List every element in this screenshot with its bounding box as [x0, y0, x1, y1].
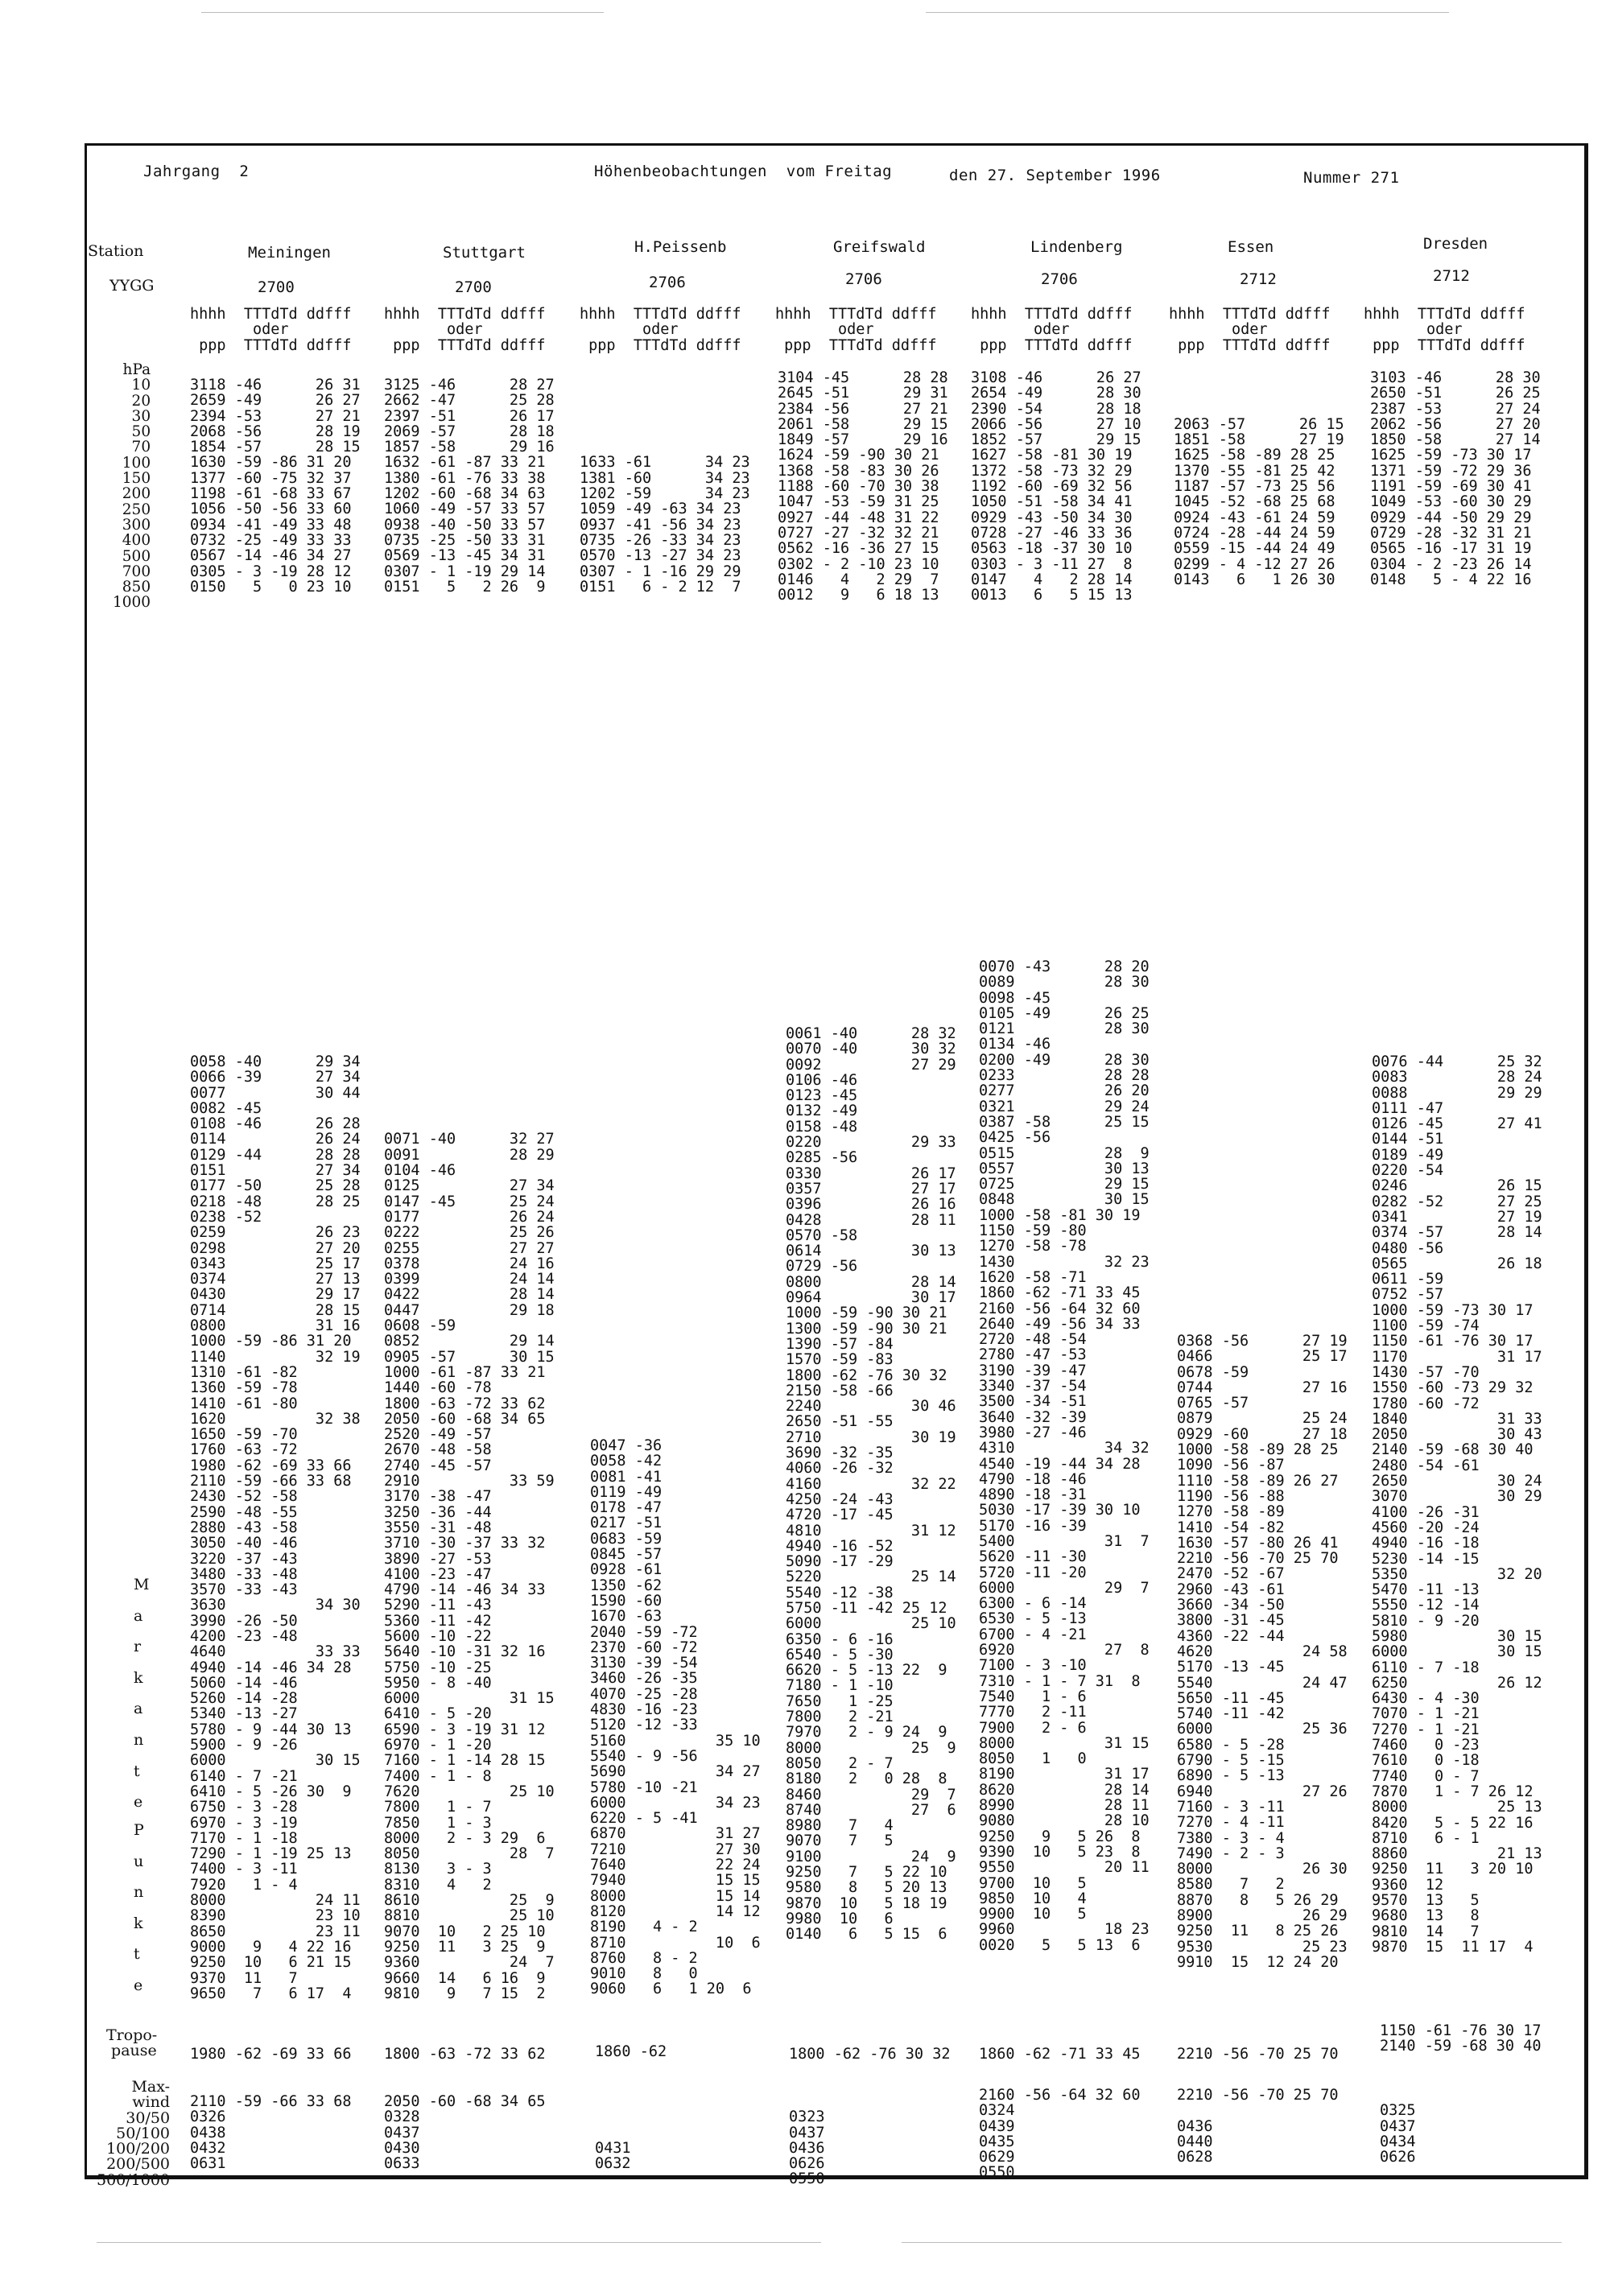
station-yygg: 2706: [845, 270, 882, 288]
maxwind-values: 2160 -56 -64 32 60 0324 0439 0435 0629 0550: [979, 2087, 1141, 2182]
standard-levels: 3118 -46 26 31 2659 -49 26 27 2394 -53 27 21 2068 -56 28 19 1854 -57 28 15 1630 -59 -86 31 20 1377 -60 -75 32 37 1198 -61 -68 33 67 1056 -50 -56 33 60 0934 -41 -49 33 48 0732 -25 -49 33 33 0567 -14 -46 34 27 0305 - 3 -19 28 12 0150 5 0 23 10: [190, 377, 361, 596]
standard-levels: 3108 -46 26 27 2654 -49 28 30 2390 -54 28 18 2066 -56 27 10 1852 -57 29 15 1627 -58 -81 30 19 1372 -58 -73 32 29 1192 -60 -69 32 56 1050 -51 -58 34 41 0929 -43 -50 34 30 0728 -27 -46 33 36 0563 -18 -37 30 10 0303 - 3 -11 27 8 0147 4 2 28 14 0013 6 5 15 13: [971, 369, 1141, 604]
column-header: hhhh TTTdTd ddfff oder ppp TTTdTd ddfff: [1169, 306, 1331, 354]
station-name: Meiningen: [248, 244, 331, 262]
tropopause-values: 1980 -62 -69 33 66: [190, 2046, 352, 2063]
column-header: hhhh TTTdTd ddfff oder ppp TTTdTd ddfff: [190, 306, 352, 354]
top-rule: [201, 12, 604, 13]
tropopause-values: 1800 -63 -72 33 62: [384, 2046, 546, 2063]
bottom-rule: [97, 2242, 821, 2243]
tropopause-values: 1860 -62: [595, 2043, 667, 2060]
maxwind-values: 0325 0437 0434 0626: [1380, 2102, 1416, 2166]
tropopause-values: 1860 -62 -71 33 45: [979, 2046, 1141, 2063]
tropopause-label: Tropo- pause: [106, 2026, 158, 2060]
markante-label: M a r k a n t e: [134, 1576, 150, 1812]
bulletin-title: Höhenbeobachtungen vom Freitag: [594, 163, 893, 180]
maxwind-values: 2050 -60 -68 34 65 0328 0437 0430 0633: [384, 2093, 546, 2173]
tropopause-values: 1150 -61 -76 30 17 2140 -59 -68 30 40: [1380, 2022, 1542, 2055]
maxwind-values: 0431 0632: [595, 2139, 631, 2173]
significant-points: 0058 -40 29 34 0066 -39 27 34 0077 30 44 0082 -45 0108 -46 26 28 0114 26 24 0129 -44 28 28 0151 27 34 0177 -50 25 28 0218 -48 28 25 0238 -52 0259 26 23 0298 27 20 0343 25 17 0374 27 13 0430 29 17 0714 28 15 0800 31 16 1000 -59 -86 31 20 1140 32 19 1310 -61 -82 1360 -59 -78 1410 -61 -80 1620 32 38 1650 -59 -70 1760 -63 -72 1980 -62 -69 33 66 2110 -59 -66 33 68 2430 -52 -58 2590 -48 -55 2880 -43 -58 3050 -40 -46 3220 -37 -43 3480 -33 -48 3570 -33 -43 3630 34 30 3990 -26 -50 4200 -23 -48 4640 33 33 4940 -14 -46 34 28 5060 -14 -46 5260 -14 -28 5340 -13 -27 5780 - 9 -44 30 13 5900 - 9 -26 6000 30 15 6140 - 7 -21 6410 - 5 -26 30 9 6750 - 3 -28 6970 - 3 -19 7170 - 1 -18 7290 - 1 -19 25 13 7400 - 3 -11 7920 1 - 4 8000 24 11 8390 23 10 8650 23 11 9000 9 4 22 16 9250 10 6 21 15 9370 11 7 9650 7 6 17 4: [190, 1053, 361, 2002]
station-yygg: 2700: [455, 278, 492, 296]
column-header: hhhh TTTdTd ddfff oder ppp TTTdTd ddfff: [580, 306, 741, 354]
bulletin-date: den 27. September 1996: [949, 167, 1161, 184]
significant-points: 0368 -56 27 19 0466 25 17 0678 -59 0744 27 16 0765 -57 0879 25 24 0929 -60 27 18 1000 -58 -89 28 25 1090 -56 -87 1110 -58 -89 26 27 1190 -56 -88 1270 -58 -89 1410 -54 -82 1630 -57 -80 26 41 2210 -56 -70 25 70 2470 -52 -67 2960 -43 -61 3660 -34 -50 3800 -31 -45 4360 -22 -44 4620 24 58 5170 -13 -45 5540 24 47 5650 -11 -45 5740 -11 -42 6000 25 36 6580 - 5 -28 6790 - 5 -15 6890 - 5 -13 6940 27 26 7160 - 3 -11 7270 - 4 -11 7380 - 3 - 4 7490 - 2 - 3 8000 26 30 8580 7 2 8870 8 5 26 29 8900 26 29 9250 11 8 25 26 9530 25 23 9910 15 12 24 20: [1177, 1333, 1348, 1971]
column-header: hhhh TTTdTd ddfff oder ppp TTTdTd ddfff: [775, 306, 937, 354]
significant-points: 0061 -40 28 32 0070 -40 30 32 0092 27 29 0106 -46 0123 -45 0132 -49 0158 -48 0220 29 33 0285 -56 0330 26 17 0357 27 17 0396 26 16 0428 28 11 0570 -58 0614 30 13 0729 -56 0800 28 14 0964 30 17 1000 -59 -90 30 21 1300 -59 -90 30 21 1390 -57 -84 1570 -59 -83 1800 -62 -76 30 32 2150 -58 -66 2240 30 46 2650 -51 -55 2710 30 19 3690 -32 -35 4060 -26 -32 4160 32 22 4250 -24 -43 4720 -17 -45 4810 31 12 4940 -16 -52 5090 -17 -29 5220 25 14 5540 -12 -38 5750 -11 -42 25 12 6000 25 10 6350 - 6 -16 6540 - 5 -30 6620 - 5 -13 22 9 7180 - 1 -10 7650 1 -25 7800 2 -21 7970 2 - 9 24 9 8000 25 9 8050 2 - 7 8180 2 0 28 8 8460 29 7 8740 27 6 8980 7 4 9070 7 5 9100 24 9 9250 7 5 22 10 9580 8 5 20 13 9870 10 5 18 19 9980 10 6 0140 6 5 15 6: [786, 1025, 956, 1944]
standard-levels: 3125 -46 28 27 2662 -47 25 28 2397 -51 26 17 2069 -57 28 18 1857 -58 29 16 1632 -61 -87 33 21 1380 -61 -76 33 38 1202 -60 -68 34 63 1060 -49 -57 33 57 0938 -40 -50 33 57 0735 -25 -50 33 31 0569 -13 -45 34 31 0307 - 1 -19 29 14 0151 5 2 26 9: [384, 377, 555, 596]
station-yygg: 2706: [649, 274, 686, 291]
column-header: hhhh TTTdTd ddfff oder ppp TTTdTd ddfff: [1364, 306, 1525, 354]
station-name: H.Peissenb: [634, 238, 727, 256]
jahrgang: Jahrgang 2: [143, 163, 250, 180]
station-yygg: 2706: [1041, 270, 1078, 288]
significant-points: 0076 -44 25 32 0083 28 24 0088 29 29 0111 -47 0126 -45 27 41 0144 -51 0189 -49 0220 -54 0246 26 15 0282 -52 27 25 0341 27 19 0374 -57 28 14 0480 -56 0565 26 18 0611 -59 0752 -57 1000 -59 -73 30 17 1100 -59 -74 1150 -61 -76 30 17 1170 31 17 1430 -57 -70 1550 -60 -73 29 32 1780 -60 -72 1840 31 33 2050 30 43 2140 -59 -68 30 40 2480 -54 -61 2650 30 24 3070 30 29 4100 -26 -31 4560 -20 -24 4940 -16 -18 5230 -14 -15 5350 32 20 5470 -11 -13 5550 -12 -14 5810 - 9 -20 5980 30 15 6000 30 15 6110 - 7 -18 6250 26 12 6430 - 4 -30 7070 - 1 -21 7270 - 1 -21 7460 0 -23 7610 0 -18 7740 0 - 7 7870 1 - 7 26 12 8000 25 13 8420 5 - 5 22 16 8710 6 - 1 8860 21 13 9250 11 3 20 10 9360 12 9570 13 5 9680 13 8 9810 14 7 9870 15 11 17 4: [1372, 1053, 1542, 1956]
standard-levels: 1633 -61 34 23 1381 -60 34 23 1202 -59 34 23 1059 -49 -63 34 23 0937 -41 -56 34 23 0735 -26 -33 34 23 0570 -13 -27 34 23 0307 - 1 -16 29 29 0151 6 - 2 12 7: [580, 454, 750, 596]
station-yygg: 2712: [1240, 270, 1277, 288]
significant-points: 0047 -36 0058 -42 0081 -41 0119 -49 0178 -47 0217 -51 0683 -59 0845 -57 0928 -61 1350 -62 1590 -60 1670 -63 2040 -59 -72 2370 -60 -72 3130 -39 -54 3460 -26 -35 4070 -25 -28 4830 -16 -23 5120 -12 -33 5160 35 10 5540 - 9 -56 5690 34 27 5780 -10 -21 6000 34 23 6220 - 5 -41 6870 31 27 7210 27 30 7640 22 24 7940 15 15 8000 15 14 8120 14 12 8190 4 - 2 8710 10 6 8760 8 - 2 9010 8 0 9060 6 1 20 6: [590, 1437, 761, 1998]
station-name: Lindenberg: [1030, 238, 1123, 256]
punkte-label: P u n k t e: [134, 1821, 144, 1994]
pressure-levels: hPa 10 20 30 50 70 100 150 200 250 300 400 500 700 850 1000: [113, 361, 151, 612]
significant-points: 0071 -40 32 27 0091 28 29 0104 -46 0125 27 34 0147 -45 25 24 0177 26 24 0222 25 26 0255 27 27 0378 24 16 0399 24 14 0422 28 14 0447 29 18 0608 -59 0852 29 14 0905 -57 30 15 1000 -61 -87 33 21 1440 -60 -78 1800 -63 -72 33 62 2050 -60 -68 34 65 2520 -49 -57 2670 -48 -58 2740 -45 -57 2910 33 59 3170 -38 -47 3250 -36 -44 3550 -31 -48 3710 -30 -37 33 32 3890 -27 -53 4100 -23 -47 4790 -14 -46 34 33 5290 -11 -43 5360 -11 -42 5600 -10 -22 5640 -10 -31 32 16 5750 -10 -25 5950 - 8 -40 6000 31 15 6410 - 5 -20 6590 - 3 -19 31 12 6970 - 1 -20 7160 - 1 -14 28 15 7400 - 1 - 8 7620 25 10 7800 1 - 7 7850 1 - 3 8000 2 - 3 29 6 8050 28 7 8130 3 - 3 8310 4 2 8610 25 9 8810 25 10 9070 10 2 25 10 9250 11 3 25 9 9360 24 7 9660 14 6 16 9 9810 9 7 15 2: [384, 1131, 555, 2002]
station-name: Stuttgart: [443, 244, 526, 262]
maxwind-values: 2110 -59 -66 33 68 0326 0438 0432 0631: [190, 2093, 352, 2173]
bottom-rule: [902, 2242, 1562, 2243]
yygg-label: YYGG: [109, 277, 155, 295]
maxwind-values: 0323 0437 0436 0626 0550: [789, 2108, 825, 2188]
maxwind-values: 2210 -56 -70 25 70 0436 0440 0628: [1177, 2087, 1339, 2166]
issue-number: Nummer 271: [1303, 169, 1400, 187]
significant-points: 0070 -43 28 20 0089 28 30 0098 -45 0105 -49 26 25 0121 28 30 0134 -46 0200 -49 28 30 0233 28 28 0277 26 20 0321 29 24 0387 -58 25 15 0425 -56 0515 28 9 0557 30 13 0725 29 15 0848 30 15 1000 -58 -81 30 19 1150 -59 -80 1270 -58 -78 1430 32 23 1620 -58 -71 1860 -62 -71 33 45 2160 -56 -64 32 60 2640 -49 -56 34 33 2720 -48 -54 2780 -47 -53 3190 -39 -47 3340 -37 -54 3500 -34 -51 3640 -32 -39 3980 -27 -46 4310 34 32 4540 -19 -44 34 28 4790 -18 -46 4890 -18 -31 5030 -17 -39 30 10 5170 -16 -39 5400 31 7 5620 -11 -30 5720 -11 -20 6000 29 7 6300 - 6 -14 6530 - 5 -13 6700 - 4 -21 6920 27 8 7100 - 3 -10 7310 - 1 - 7 31 8 7540 1 - 6 7770 2 -11 7900 2 - 6 8000 31 15 8050 1 0 8190 31 17 8620 28 14 8990 28 11 9080 28 10 9250 9 5 26 8 9390 10 5 23 8 9550 20 11 9700 10 5 9850 10 4 9900 10 5 9960 18 23 0020 5 5 13 6: [979, 958, 1150, 1954]
standard-levels: 2063 -57 26 15 1851 -58 27 19 1625 -58 -89 28 25 1370 -55 -81 25 42 1187 -57 -73 25 56 1045 -52 -68 25 68 0924 -43 -61 24 59 0724 -28 -44 24 59 0559 -15 -44 24 49 0299 - 4 -12 27 26 0143 6 1 26 30: [1174, 415, 1344, 588]
station-yygg: 2712: [1433, 267, 1470, 285]
maxwind-label: Max- wind 30/50 50/100 100/200 200/500 500/1000: [97, 2078, 171, 2189]
standard-levels: 3104 -45 28 28 2645 -51 29 31 2384 -56 27 21 2061 -58 29 15 1849 -57 29 16 1624 -59 -90 30 21 1368 -58 -83 30 26 1188 -60 -70 30 38 1047 -53 -59 31 25 0927 -44 -48 31 22 0727 -27 -32 32 21 0562 -16 -36 27 15 0302 - 2 -10 23 10 0146 4 2 29 7 0012 9 6 18 13: [778, 369, 948, 604]
column-header: hhhh TTTdTd ddfff oder ppp TTTdTd ddfff: [971, 306, 1133, 354]
station-name: Greifswald: [833, 238, 926, 256]
station-yygg: 2700: [258, 278, 295, 296]
station-name: Essen: [1228, 238, 1274, 256]
column-header: hhhh TTTdTd ddfff oder ppp TTTdTd ddfff: [384, 306, 546, 354]
top-rule: [926, 12, 1449, 13]
standard-levels: 3103 -46 28 30 2650 -51 26 25 2387 -53 27 24 2062 -56 27 20 1850 -58 27 14 1625 -59 -73 30 17 1371 -59 -72 29 36 1191 -59 -69 30 41 1049 -53 -60 30 29 0929 -44 -50 29 29 0729 -28 -32 31 21 0565 -16 -17 31 19 0304 - 2 -23 26 14 0148 5 - 4 22 16: [1370, 369, 1541, 588]
station-label: Station: [88, 242, 144, 260]
tropopause-values: 1800 -62 -76 30 32: [789, 2046, 951, 2063]
station-name: Dresden: [1423, 235, 1488, 253]
tropopause-values: 2210 -56 -70 25 70: [1177, 2046, 1339, 2063]
